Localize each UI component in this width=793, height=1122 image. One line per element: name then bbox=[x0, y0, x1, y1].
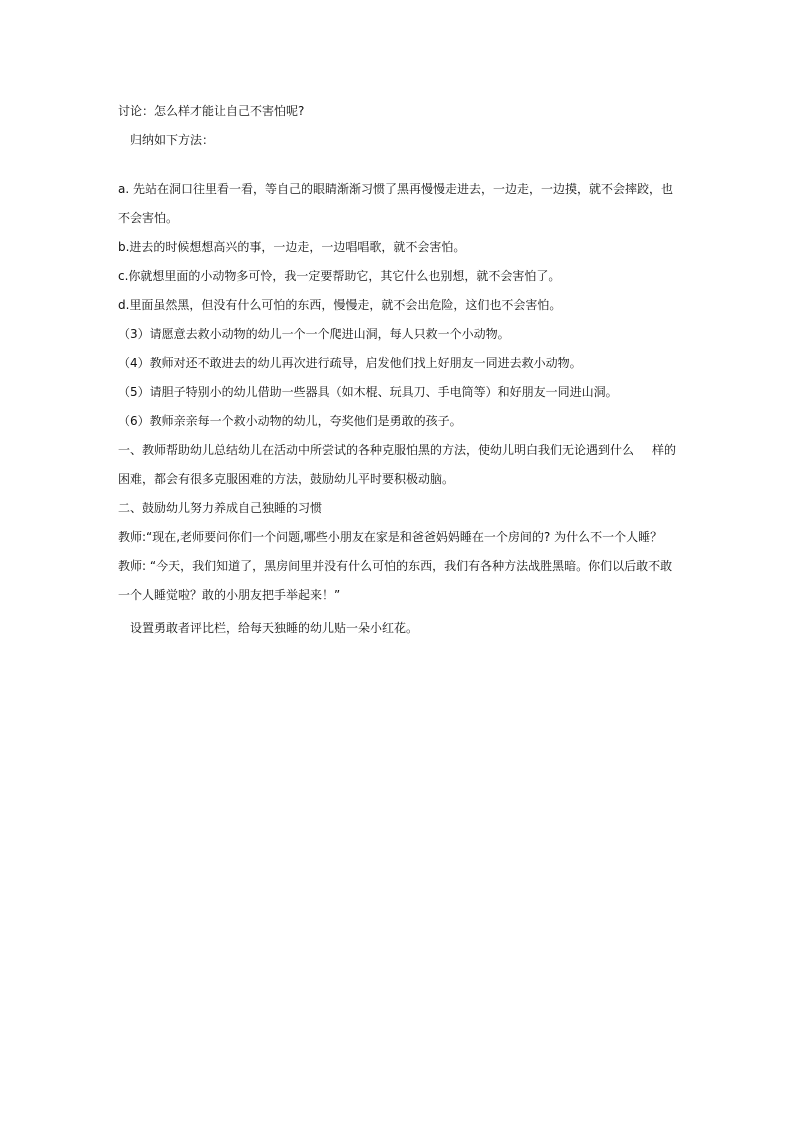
step-4: （4）教师对还不敢进去的幼儿再次进行疏导，启发他们找上好朋友一同进去救小动物。 bbox=[118, 356, 582, 370]
method-c: c.你就想里面的小动物多可怜，我一定要帮助它，其它什么也别想，就不会害怕了。 bbox=[118, 269, 561, 283]
section-two-heading: 二、鼓励幼儿努力养成自己独睡的习惯 bbox=[118, 501, 323, 515]
method-d: d.里面虽然黑，但没有什么可怕的东西，慢慢走，就不会出危险，这们也不会害怕。 bbox=[118, 298, 562, 312]
method-a-line-1: a. 先站在洞口往里看一看，等自己的眼睛渐渐习惯了黑再慢慢走进去，一边走，一边摸，就不会摔跤，也 bbox=[118, 182, 673, 196]
bravery-board: 设置勇敢者评比栏，给每天独睡的幼儿贴一朵小红花。 bbox=[130, 621, 419, 635]
section-one-line-2: 困难，都会有很多克服困难的方法，鼓励幼儿平时要积极动脑。 bbox=[118, 472, 455, 486]
section-one-line-1 bbox=[118, 442, 676, 458]
summary-heading: 归纳如下方法： bbox=[130, 133, 215, 147]
discussion-question: 讨论：怎么样才能让自己不害怕呢? bbox=[118, 104, 305, 118]
method-b: b.进去的时候想想高兴的事，一边走，一边唱唱歌，就不会害怕。 bbox=[118, 240, 466, 254]
step-5: （5）请胆子特别小的幼儿借助一些器具（如木棍、玩具刀、手电筒等）和好朋友一同进山洞。 bbox=[118, 385, 618, 399]
step-6: （6）教师亲亲每一个救小动物的幼儿，夸奖他们是勇敢的孩子。 bbox=[118, 414, 462, 428]
teacher-question: 教师:“现在,老师要问你们一个问题,哪些小朋友在家是和爸爸妈妈睡在一个房间的? 为什么不一个人睡？ bbox=[118, 530, 663, 544]
step-3: （3）请愿意去救小动物的幼儿一个一个爬进山洞，每人只救一个小动物。 bbox=[118, 327, 510, 341]
section-one-text-tail: 样的 bbox=[652, 443, 677, 457]
method-a-line-2: 不会害怕。 bbox=[118, 211, 179, 225]
section-one-text: 一、教师帮助幼儿总结幼儿在活动中所尝试的各种克服怕黑的方法，使幼儿明白我们无论遇到什么 bbox=[118, 443, 635, 457]
teacher-speech-line-2: 一个人睡觉啦？敢的小朋友把手举起来！” bbox=[118, 588, 341, 602]
teacher-speech-line-1: 教师: “今天，我们知道了，黑房间里并没有什么可怕的东西，我们有各种方法战胜黑暗。你们以后敢不敢 bbox=[118, 559, 673, 573]
